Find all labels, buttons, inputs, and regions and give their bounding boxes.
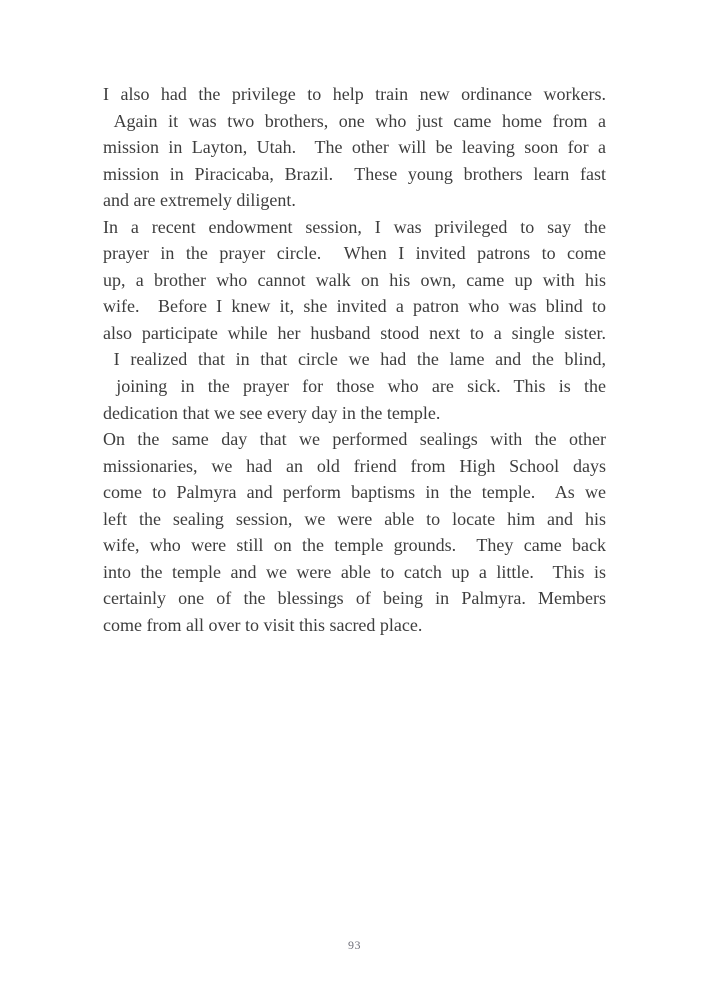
text-block: [103, 81, 606, 638]
text-line: dedication that we see every day in the temple.: [103, 402, 441, 423]
text-line: On the same day that we performed sealings with the other: [103, 429, 606, 450]
text-line: also participate while her husband stood next to a single sister.: [103, 322, 606, 343]
text-line: and are extremely diligent.: [103, 190, 296, 211]
text-line: left the sealing session, we were able to locate him and his: [103, 508, 606, 529]
text-line: I realized that in that circle we had the lame and the blind,: [103, 349, 607, 370]
text-line: In a recent endowment session, I was privileged to say the: [103, 216, 606, 237]
text-line: mission in Piracicaba, Brazil. These young brothers learn fast: [103, 163, 606, 184]
paragraph: [103, 426, 606, 638]
paragraph: [103, 81, 606, 214]
text-line: Again it was two brothers, one who just came home from a: [103, 110, 607, 131]
text-line: come from all over to visit this sacred place.: [103, 614, 423, 635]
text-line: into the temple and we were able to catch up a little. This is: [103, 561, 606, 582]
paragraph: [103, 214, 606, 426]
text-line: wife, who were still on the temple grounds. They came back: [103, 535, 606, 556]
page-number: 93: [348, 938, 361, 952]
text-line: mission in Layton, Utah. The other will be leaving soon for a: [103, 137, 606, 158]
text-line: prayer in the prayer circle. When I invited patrons to come: [103, 243, 606, 264]
text-line: come to Palmyra and perform baptisms in the temple. As we: [103, 482, 606, 503]
text-line: wife. Before I knew it, she invited a patron who was blind to: [103, 296, 606, 317]
text-line: joining in the prayer for those who are sick. This is the: [103, 376, 606, 397]
text-line: up, a brother who cannot walk on his own, came up with his: [103, 269, 606, 290]
text-line: I also had the privilege to help train new ordinance workers.: [103, 84, 606, 104]
text-line: missionaries, we had an old friend from High School days: [103, 455, 606, 476]
text-line: certainly one of the blessings of being in Palmyra. Members: [103, 588, 606, 609]
